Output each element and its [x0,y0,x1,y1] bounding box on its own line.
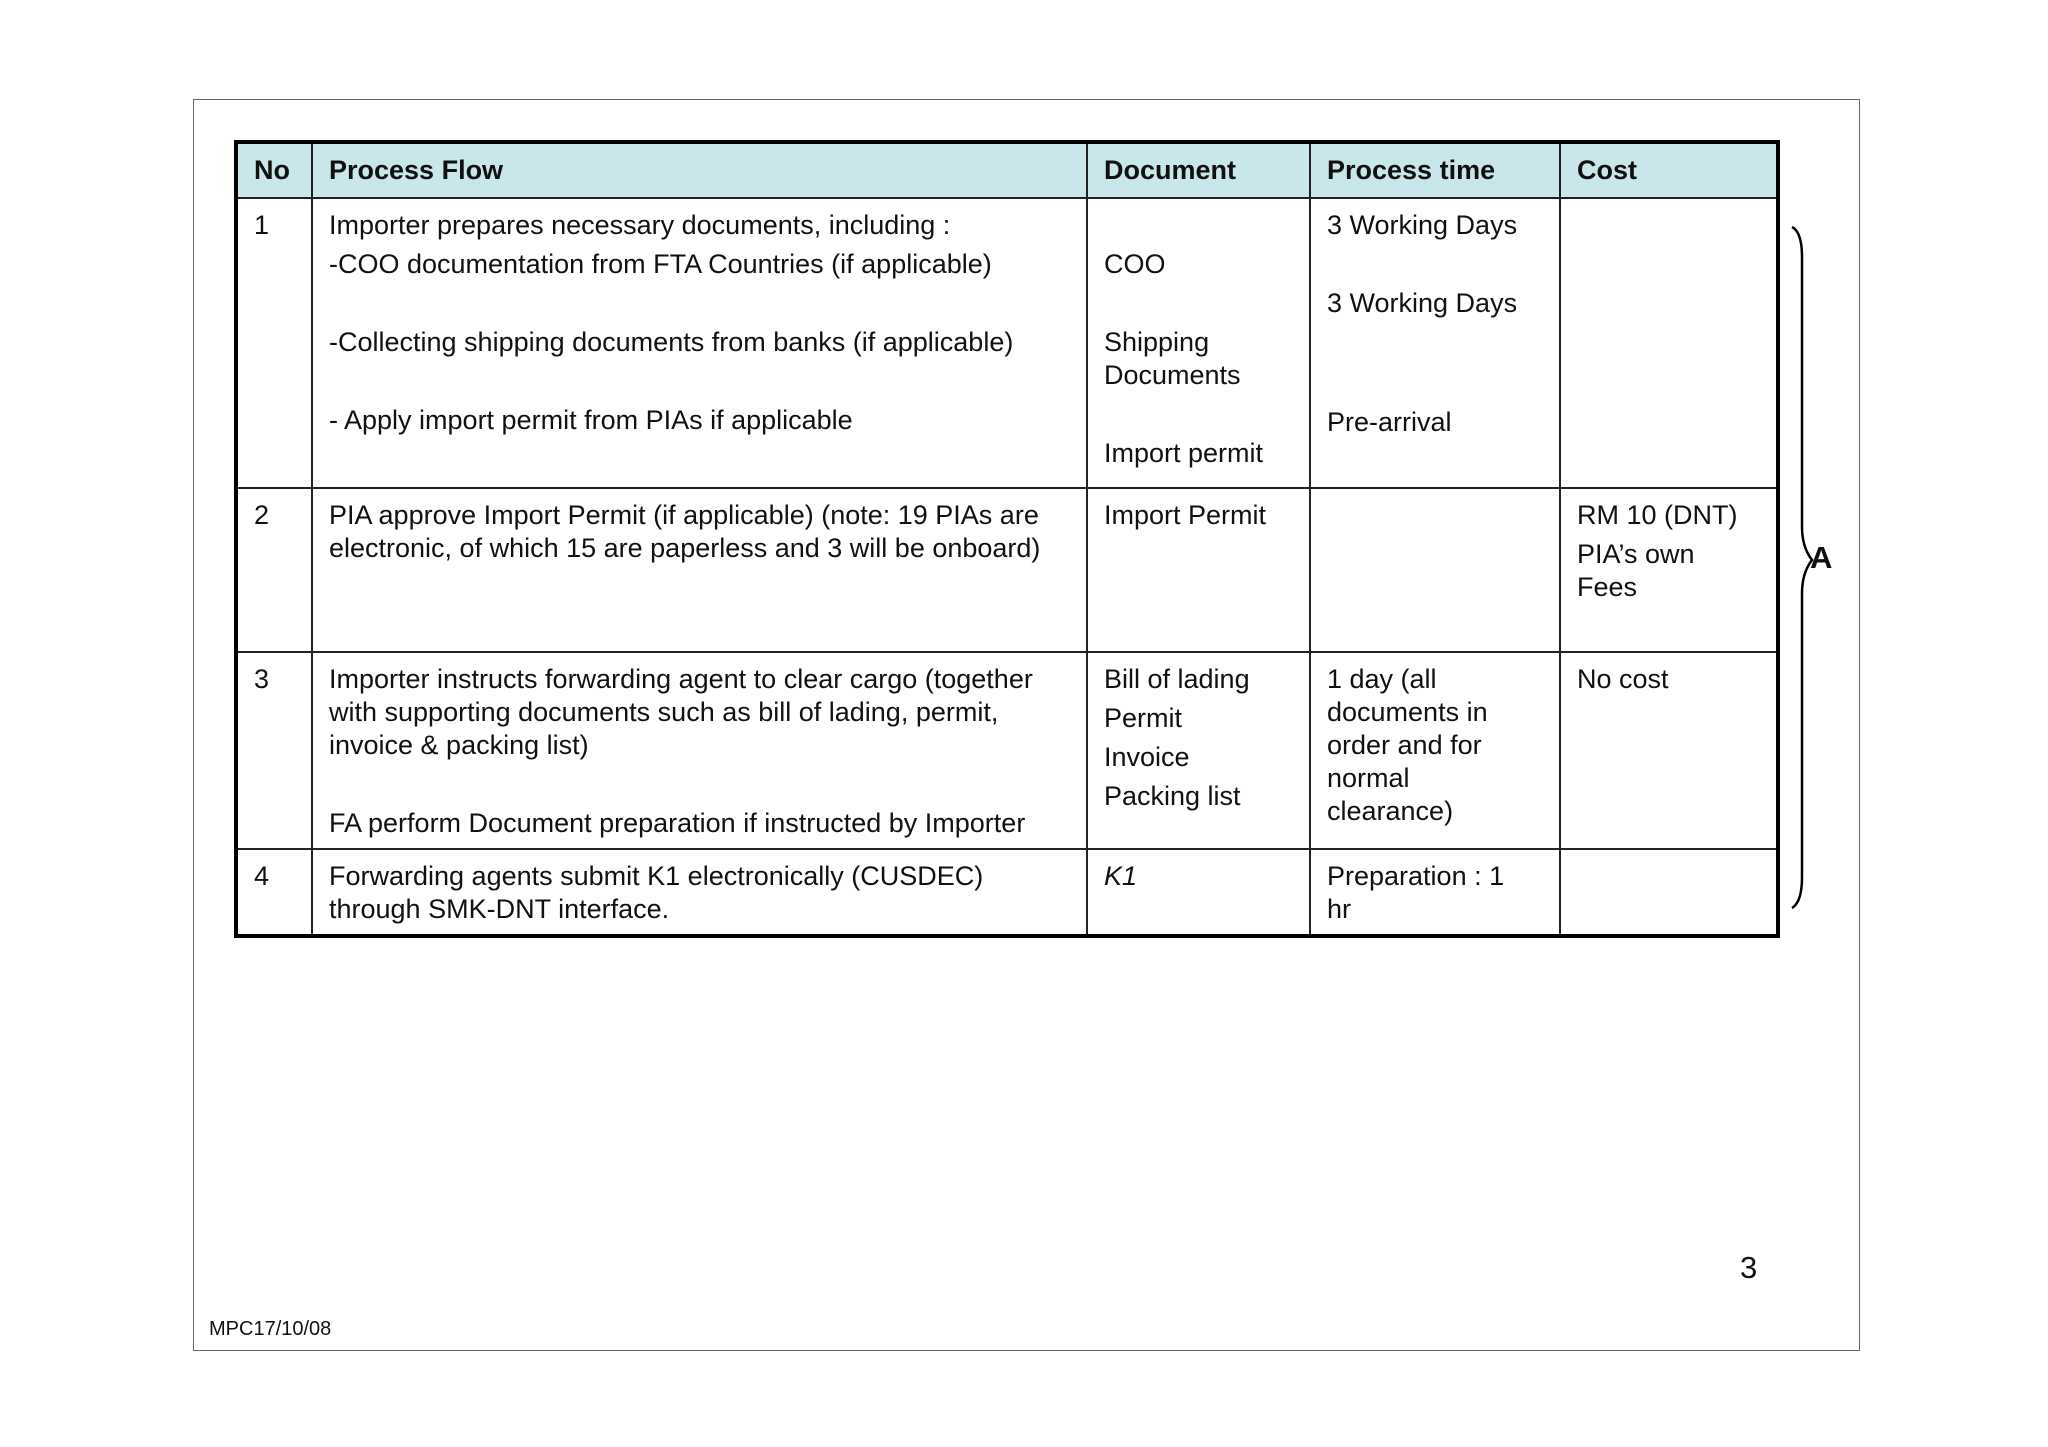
time-line: 1 day (all [1327,664,1437,694]
flow-line: Forwarding agents submit K1 electronically (CUSDEC) [329,861,984,891]
document-line: Import permit [1104,438,1264,468]
row-number: 2 [238,488,312,652]
flow-line: FA perform Document preparation if instructed by Importer [329,808,1026,838]
process-flow-cell [312,849,1087,934]
flow-line: - Apply import permit from PIAs if applicable [329,405,853,435]
process-flow-cell [312,652,1087,849]
cost-cell [1560,488,1780,652]
footer-code: MPC17/10/08 [209,1318,332,1340]
cost-line: Fees [1577,572,1638,602]
flow-line: -COO documentation from FTA Countries (if applicable) [329,249,992,279]
table-row [238,198,1780,488]
document-cell [1087,849,1310,934]
document-line: Permit [1104,703,1183,733]
process-table-frame [234,140,1780,938]
process-time-cell [1310,652,1560,849]
cost-cell [1560,849,1780,934]
document-line: COO [1104,249,1166,279]
time-line: clearance) [1327,796,1454,826]
process-flow-cell [312,488,1087,652]
time-line: documents in [1327,697,1488,727]
time-line: Pre-arrival [1327,407,1452,437]
cost-line: RM 10 (DNT) [1577,500,1738,530]
flow-line: PIA approve Import Permit (if applicable) (note: 19 PIAs are [329,500,1039,530]
flow-line: -Collecting shipping documents from banks (if applicable) [329,327,1014,357]
table-row [238,849,1780,934]
document-line: K1 [1104,861,1138,891]
time-line: 3 Working Days [1327,288,1518,318]
cost-line: PIA’s own [1577,539,1695,569]
process-time-cell [1310,198,1560,488]
process-time-cell [1310,849,1560,934]
table-row [238,488,1780,652]
document-line: Documents [1104,360,1241,390]
time-line: normal [1327,763,1410,793]
cost-cell [1560,198,1780,488]
brace-path [1792,227,1812,908]
flow-line: electronic, of which 15 are paperless and 3 will be onboard) [329,533,1041,563]
document-cell [1087,652,1310,849]
page-number: 3 [1740,1250,1758,1285]
process-flow-cell [312,198,1087,488]
document-line: Packing list [1104,781,1241,811]
table-row [238,652,1780,849]
header-process-flow: Process Flow [312,144,1087,198]
time-line: hr [1327,894,1352,924]
cost-cell [1560,652,1780,849]
document-line: Import Permit [1104,500,1267,530]
brace-label: A [1810,540,1833,575]
header-cost: Cost [1560,144,1780,198]
time-line: 3 Working Days [1327,210,1518,240]
process-time-cell [1310,488,1560,652]
flow-line: through SMK-DNT interface. [329,894,670,924]
document-cell [1087,488,1310,652]
cost-line: No cost [1577,664,1669,694]
row-number: 3 [238,652,312,849]
process-table [238,144,1780,934]
flow-line: Importer prepares necessary documents, including : [329,210,951,240]
flow-line: Importer instructs forwarding agent to clear cargo (together [329,664,1033,694]
time-line: Preparation : 1 [1327,861,1505,891]
flow-line: with supporting documents such as bill of lading, permit, [329,697,999,727]
document-line: Invoice [1104,742,1190,772]
time-line: order and for [1327,730,1482,760]
flow-line: invoice & packing list) [329,730,589,760]
row-number: 1 [238,198,312,488]
header-no: No [238,144,312,198]
header-process-time: Process time [1310,144,1560,198]
document-cell [1087,198,1310,488]
document-line: Bill of lading [1104,664,1250,694]
table-header-row [238,144,1780,198]
row-number: 4 [238,849,312,934]
header-document: Document [1087,144,1310,198]
document-line: Shipping [1104,327,1210,357]
